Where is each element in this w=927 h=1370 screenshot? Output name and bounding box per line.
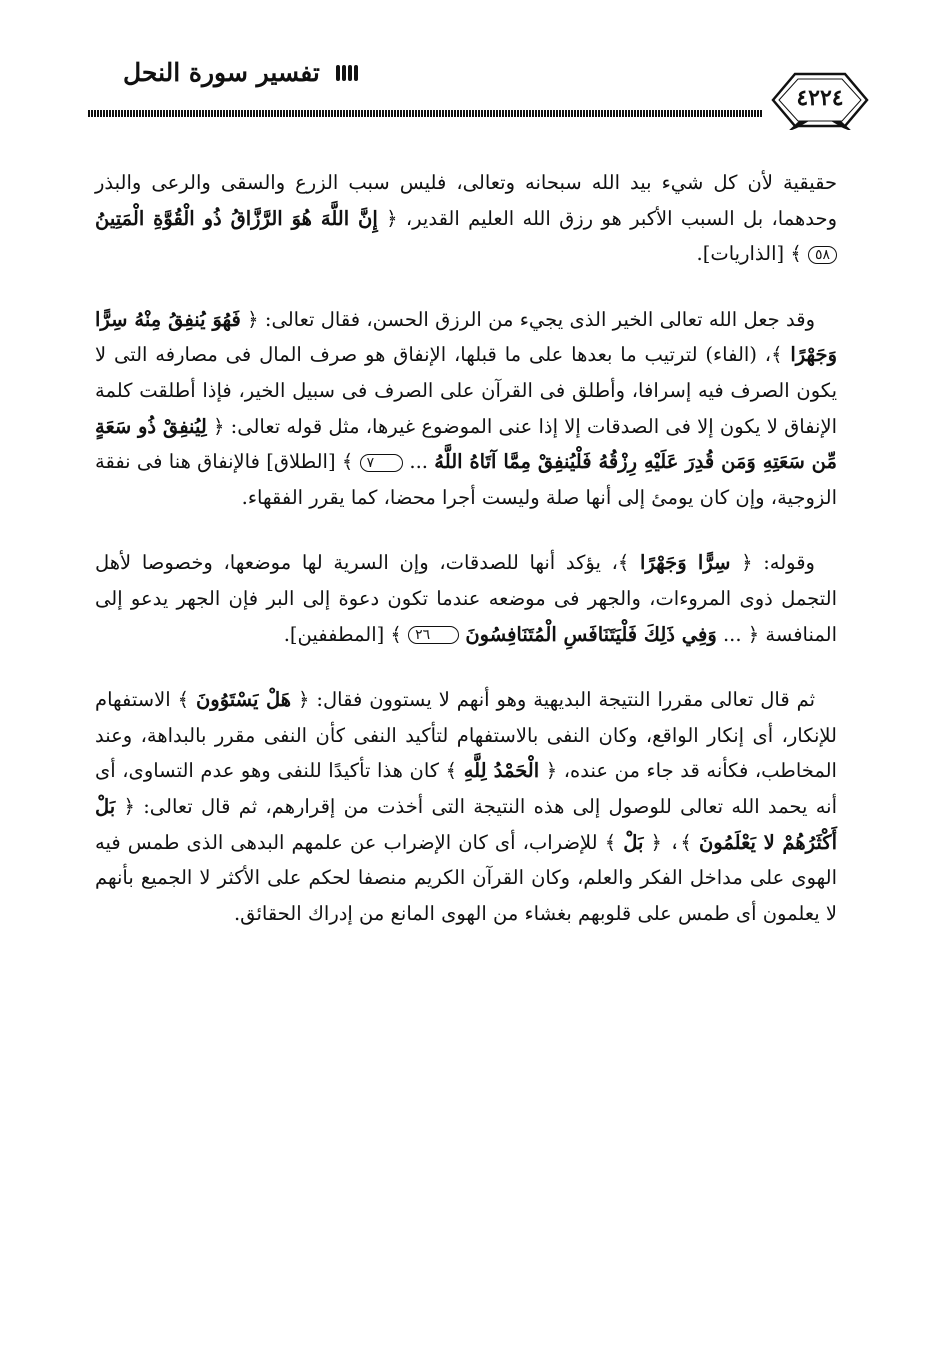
ayah-number: ٢٦ xyxy=(408,626,459,644)
text-segment: وقوله: ﴿ xyxy=(730,551,815,575)
text-segment: ﴾، (الفاء) لترتيب ما بعدها على ما قبلها، الإنفاق هو صرف المال فى مصارفه التى لا يكون الصرف فيه إسرافا، وأطلق فى القرآن على الصرف فى سبيل الخير، فإذا أطلقت كلمة الإنفاق لا يكون إلا فى الصدقات إلا إذا عنى الموضوع غيرها، مثل قوله تعالى: ﴿ xyxy=(95,343,837,438)
text-segment: ﴾ الاستفهام للإنكار، أى إنكار الواقع، وكان النفى بالاستفهام لتأكيد النفى كأن النفى مقرر بالبداهة، وعند المخاطب، فكأنه قد جاء من عنده، ﴿ xyxy=(95,688,837,783)
quran-verse: إِنَّ اللَّهَ هُوَ الرَّزَّاقُ ذُو الْقُوَّةِ الْمَتِينُ xyxy=(95,206,378,230)
page-number-badge xyxy=(765,70,875,130)
ayah-number: ٥٨ xyxy=(808,246,837,264)
text-segment: ﴾، ﴿ xyxy=(643,830,699,854)
paragraph xyxy=(95,545,837,652)
ayah-number: ٧ xyxy=(360,454,404,472)
paragraph xyxy=(95,165,837,272)
header-ornament-icon xyxy=(336,63,362,83)
page-title: تفسير سورة النحل xyxy=(123,58,320,87)
text-segment: ﴾ [المطففين]. xyxy=(283,622,409,646)
text-segment: ثم قال تعالى مقررا النتيجة البديهية وهو أنهم لا يستوون فقال: ﴿ xyxy=(291,688,816,712)
quran-verse: بَلْ أَكْثَرُهُمْ لا يَعْلَمُونَ xyxy=(95,794,837,854)
page-number: ٤٢٢٤ xyxy=(796,85,844,111)
quran-verse: بَلْ xyxy=(623,830,644,854)
body-text xyxy=(95,165,837,961)
text-segment: حقيقية لأن كل شيء بيد الله سبحانه وتعالى، فليس سبب الزرع والسقى والرعى والبذر وحدهما، بل السبب الأكبر هو رزق الله العليم القدير، ﴿ xyxy=(95,171,837,230)
text-segment: ﴾، يؤكد أنها للصدقات، وإن السرية لها موضعها، وخصوصا لأهل التجمل ذوى المروءات، والجهر فى موضعه عندما تكون دعوة إلى البر فإن الجهر يدعو إلى المنافسة ﴿ ... xyxy=(95,551,837,646)
text-segment: وقد جعل الله تعالى الخير الذى يجيء من الرزق الحسن، فقال تعالى: ﴿ xyxy=(240,307,815,331)
paragraph xyxy=(95,302,837,516)
text-segment: ﴾ للإضراب، أى كان الإضراب عن علمهم البدهى الذى طمس فيه الهوى على مداخل الفكر والعلم، وكان القرآن الكريم منصفا لحكم على الأكثر لا الجميع بأنهم لا يعلمون أى طمس على قلوبهم بغشاء من الهوى المانع من إدراك الحقائق. xyxy=(95,830,837,925)
quran-verse: لِيُنفِقْ ذُو سَعَةٍ مِّن سَعَتِهِ وَمَن قُدِرَ عَلَيْهِ رِزْقُهُ فَلْيُنفِقْ مِمَّا آتَاهُ اللَّهُ xyxy=(95,414,837,474)
quran-verse: وَفِي ذَلِكَ فَلْيَتَنَافَسِ الْمُتَنَافِسُونَ xyxy=(465,622,717,646)
page-header xyxy=(55,50,875,130)
header-rule xyxy=(88,110,763,117)
quran-verse: سِرًّا وَجَهْرًا xyxy=(640,551,731,575)
text-segment: ... xyxy=(403,450,435,474)
header-title-group xyxy=(123,58,362,87)
text-segment: ﴾ كان هذا تأكيدًا للنفى وهو عدم التساوى، أى أنه يحمد الله تعالى للوصول إلى هذه النتيجة التى أخذت من إقرارهم، ثم قال تعالى: ﴿ xyxy=(95,759,837,818)
paragraph xyxy=(95,682,837,931)
quran-verse: فَهُوَ يُنفِقُ مِنْهُ سِرًّا وَجَهْرًا xyxy=(95,307,837,367)
quran-verse: هَلْ يَسْتَوُونَ xyxy=(195,688,292,712)
text-segment: ﴾ [الذاريات]. xyxy=(696,242,808,266)
quran-verse: الْحَمْدُ لِلَّهِ xyxy=(463,759,540,783)
text-segment: ﴾ [الطلاق] فالإنفاق هنا فى نفقة الزوجية، وإن كان يومئ إلى أنها صلة وليست أجرا محضا، كما يقرر الفقهاء. xyxy=(95,450,837,509)
